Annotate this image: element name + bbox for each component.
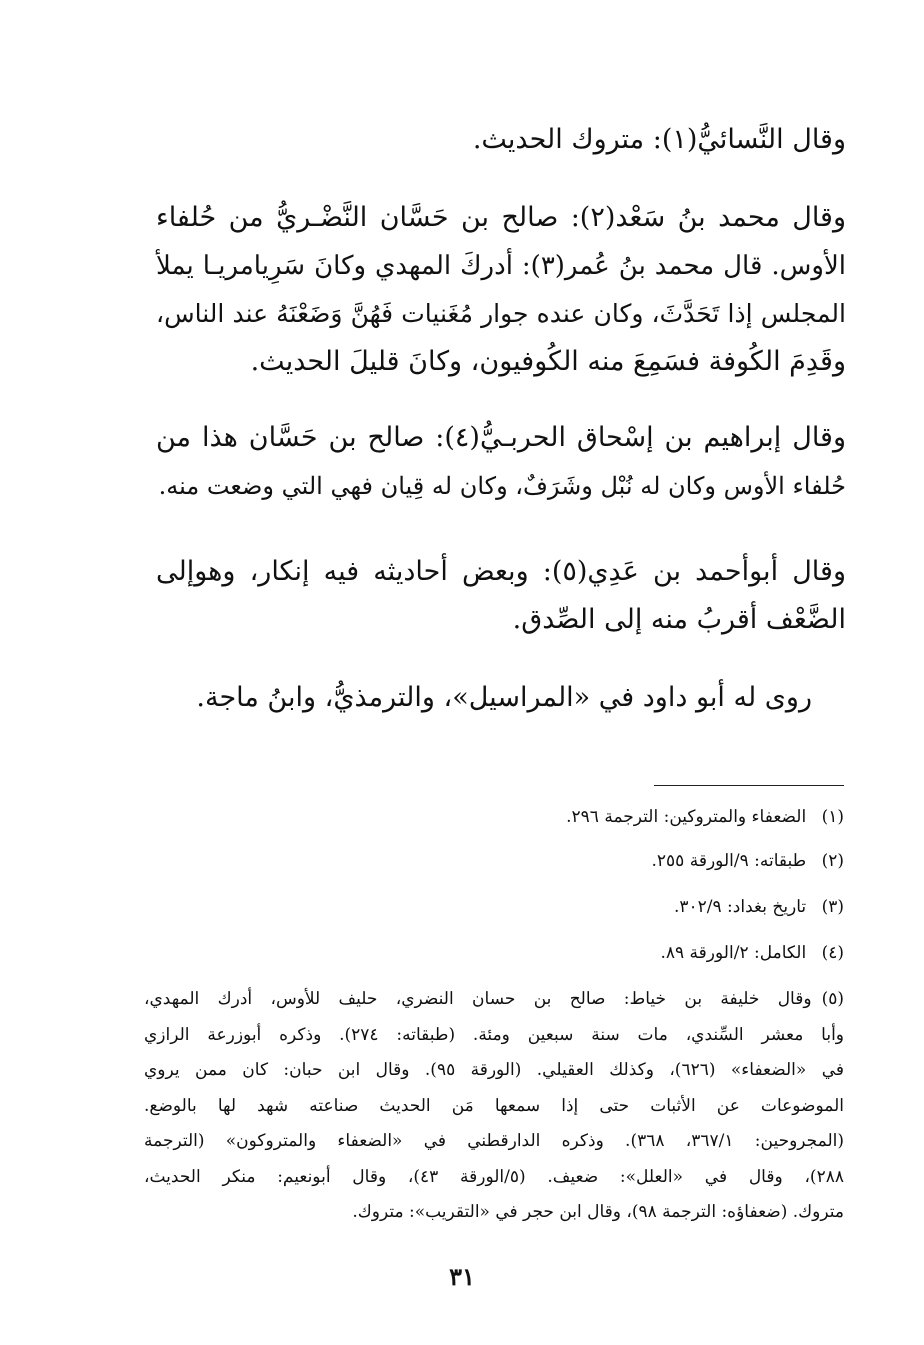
text-line: وقال أبوأحمد بن عَدِي(٥): وبعض أحاديثه فيه إنكار، وهوإلى xyxy=(156,556,846,587)
text-line: الأوس. قال محمد بنُ عُمر(٣): أدركَ المهدي وكانَ سَرِيامريـا يملأ xyxy=(156,251,846,281)
footnote-number: (٥) xyxy=(821,989,844,1009)
footnote-divider xyxy=(654,785,844,786)
footnote-number: (١) xyxy=(821,807,844,827)
footnote-text: طبقاته: ٩/الورقة ٢٥٥. xyxy=(651,851,807,871)
footnote-2 xyxy=(652,844,844,878)
paragraph-ibn-adi xyxy=(156,548,846,644)
page-number: ٣١ xyxy=(449,1262,475,1291)
footnote-text: وقال خليفة بن خياط: صالح بن حسان النضري، حليف للأوس، أدرك المهدي، xyxy=(144,989,812,1009)
footnote-text: تاريخ بغداد: ٣٠٢/٩. xyxy=(673,897,807,917)
text-line: وقال محمد بنُ سَعْد(٢): صالح بن حَسَّان النَّضْـريُّ من حُلفاء xyxy=(156,202,846,233)
footnote-4 xyxy=(660,936,844,970)
footnote-text: الضعفاء والمتروكين: الترجمة ٢٩٦. xyxy=(566,807,807,827)
footnote-5 xyxy=(144,982,844,1231)
paragraph-narrators xyxy=(122,674,812,722)
footnote-number: (٢) xyxy=(821,851,844,871)
text-line: وقال النَّسائيُّ(١): متروك الحديث. xyxy=(472,124,846,155)
text-line: المجلس إذا تَحَدَّثَ، وكان عنده جوار مُغَنيات فَهُنَّ وَضَعْنَهُ عند الناس، xyxy=(156,299,846,328)
text-line: في «الضعفاء» (٦٢٦)، وكذلك العقيلي. (الورقة ٩٥). وقال ابن حبان: كان ممن يروي xyxy=(144,1060,844,1080)
footnote-number: (٣) xyxy=(821,897,844,917)
text-line: وأبا معشر السِّندي، مات سنة سبعين ومئة. (طبقاته: ٢٧٤). وذكره أبوزرعة الرازي xyxy=(144,1024,844,1045)
paragraph-ibn-saad xyxy=(156,194,846,386)
paragraph-harbi xyxy=(156,414,846,510)
text-line xyxy=(144,982,844,1018)
footnote-1 xyxy=(566,800,844,834)
text-line: وقَدِمَ الكُوفة فسَمِعَ منه الكُوفيون، وكانَ قليلَ الحديث. xyxy=(250,346,846,377)
footnote-number: (٤) xyxy=(821,943,844,963)
text-line: حُلفاء الأوس وكان له نُبْل وشَرَفٌ، وكان له قِيان فهي التي وضعت منه. xyxy=(158,472,846,500)
text-line: متروك. (ضعفاؤه: الترجمة ٩٨)، وقال ابن حجر في «التقريب»: متروك. xyxy=(352,1202,844,1222)
footnote-3 xyxy=(674,890,844,924)
text-line: الضَّعْف أقربُ منه إلى الصِّدق. xyxy=(512,604,846,635)
text-line: ٢٨٨)، وقال في «العلل»: ضعيف. (٥/الورقة ٤٣)، وقال أبونعيم: منكر الحديث، xyxy=(144,1166,844,1187)
paragraph-nasai xyxy=(156,116,846,164)
text-line: روى له أبو داود في «المراسيل»، والترمذيُّ، وابنُ ماجة. xyxy=(196,682,812,713)
text-line: (المجروحين: ٣٦٧/١، ٣٦٨). وذكره الدارقطني في «الضعفاء والمتروكون» (الترجمة xyxy=(144,1131,845,1151)
text-line: وقال إبراهيم بن إسْحاق الحربـيُّ(٤): صالح بن حَسَّان هذا من xyxy=(156,422,846,453)
footnote-text: الكامل: ٢/الورقة ٨٩. xyxy=(660,943,807,963)
text-line: الموضوعات عن الأثبات حتى إذا سمعها مَن الحديث صناعته شهد لها بالوضع. xyxy=(144,1095,844,1116)
